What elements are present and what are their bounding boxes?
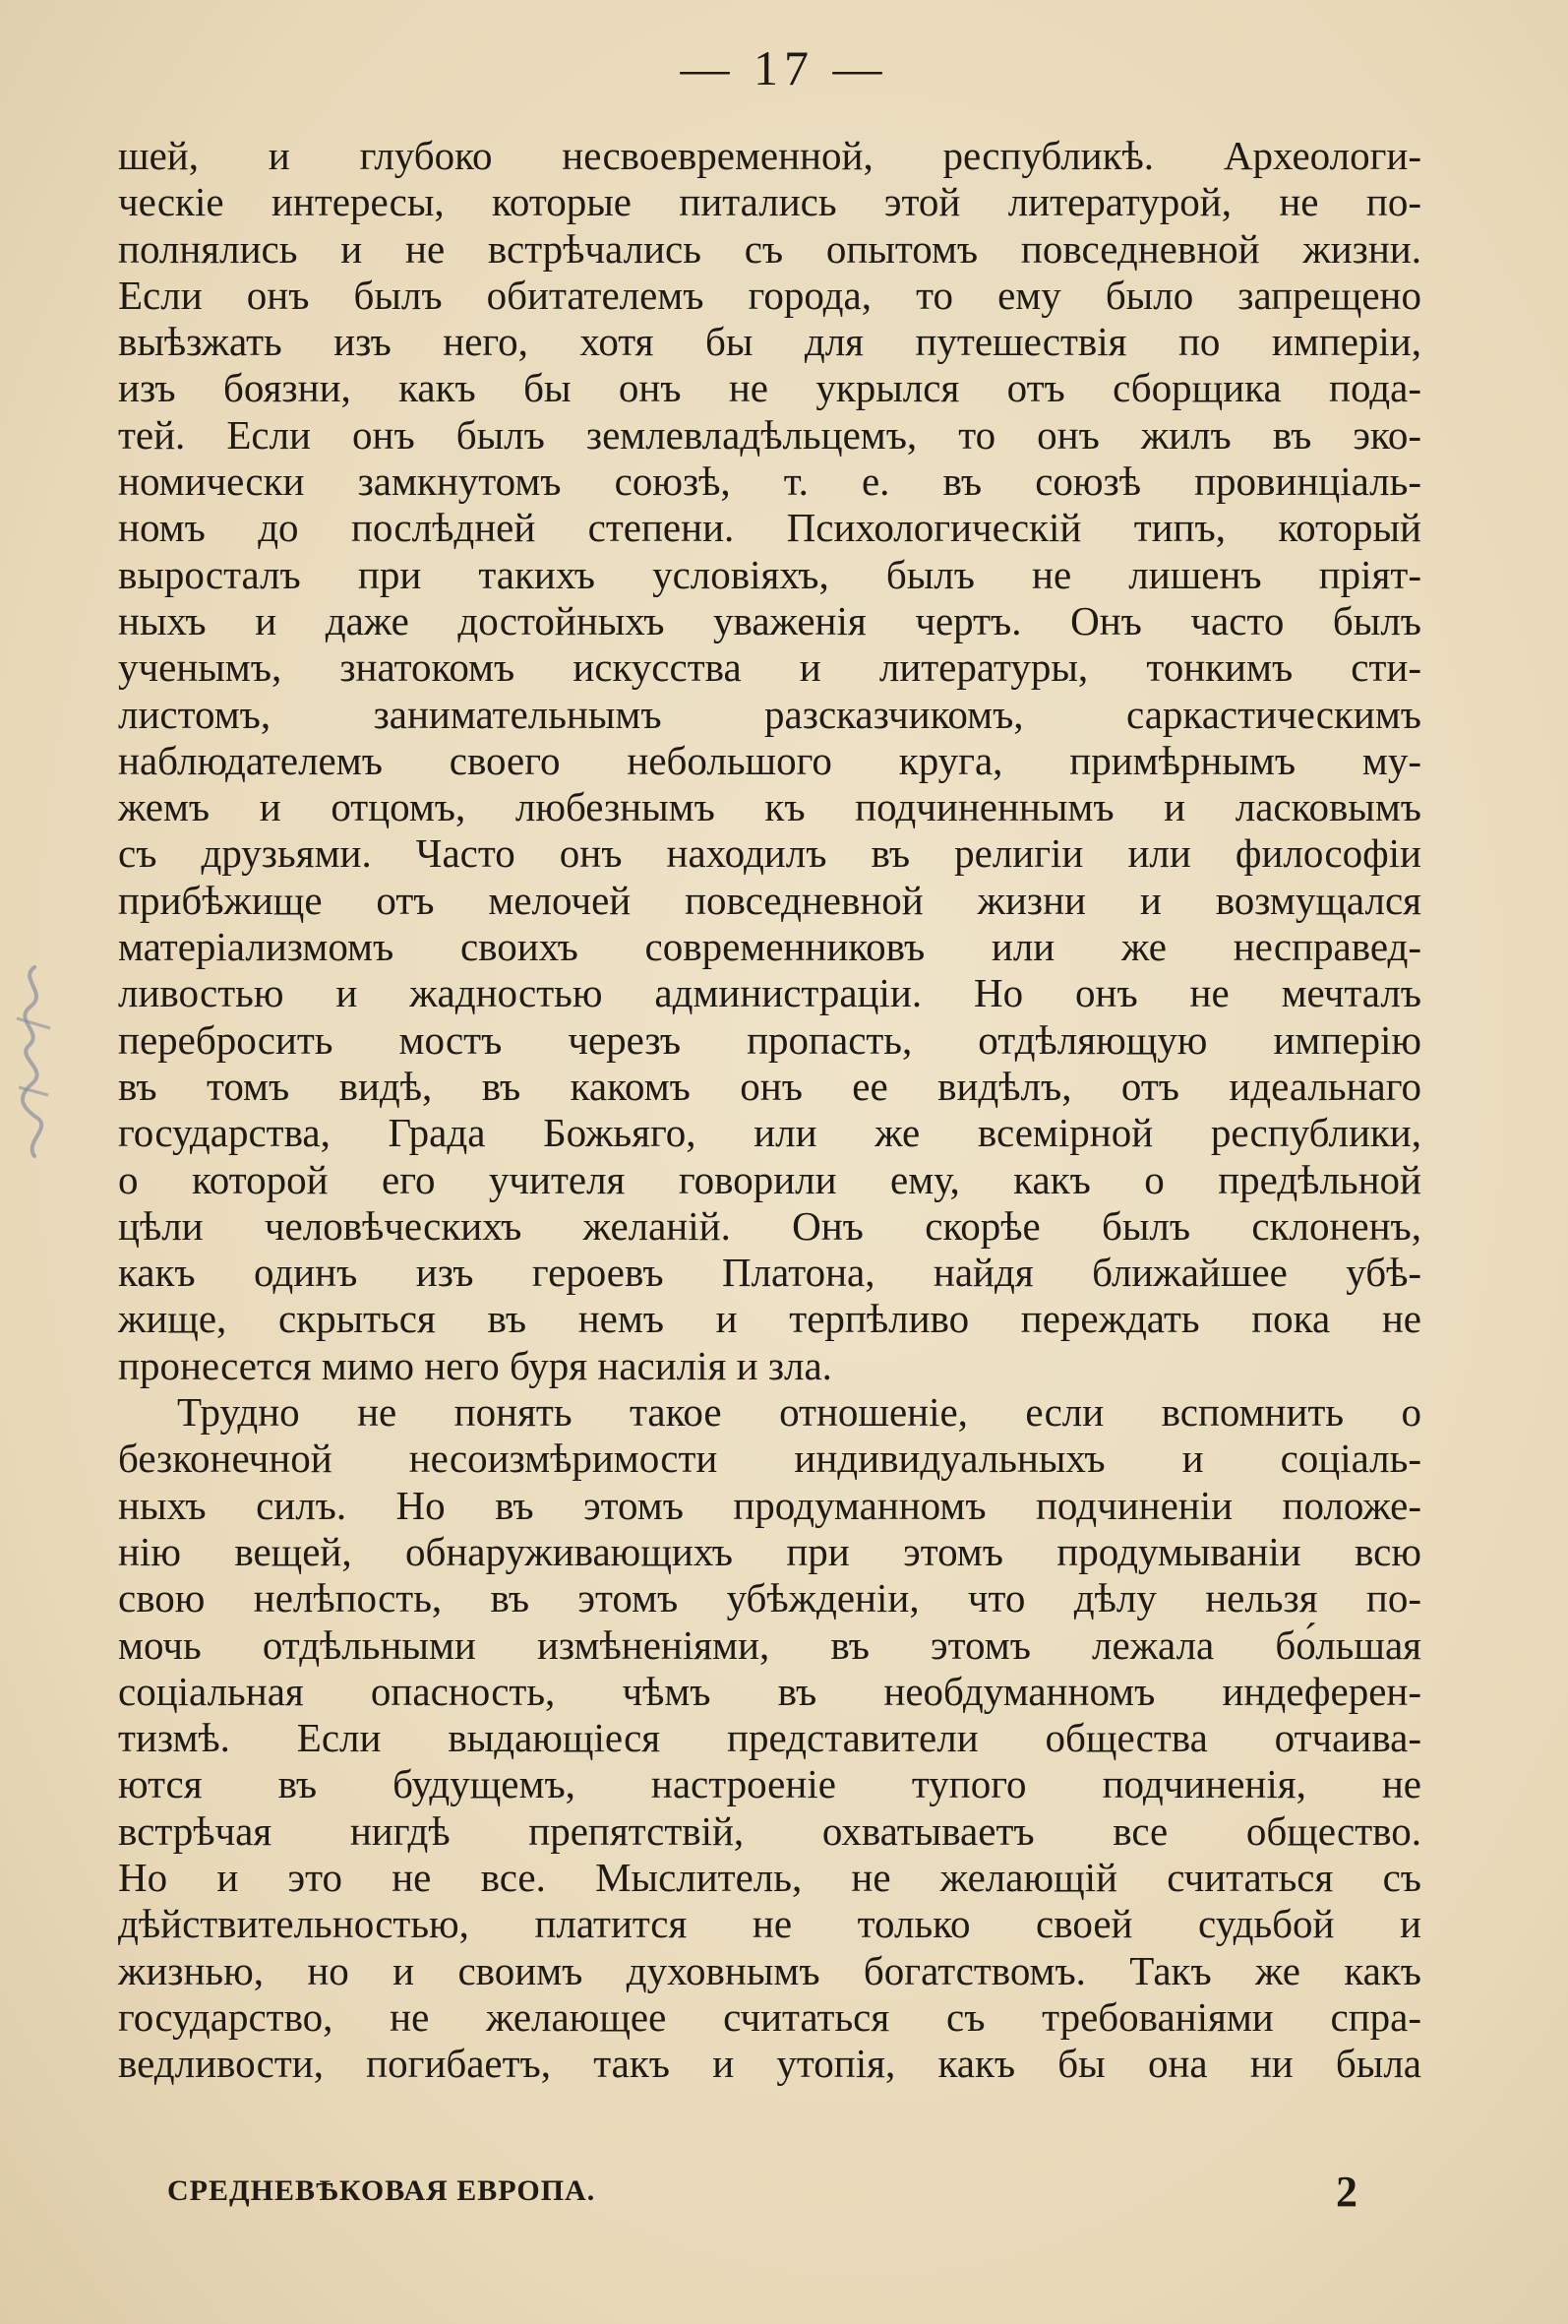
text-line: ливостью и жадностью администраціи. Но онъ не мечталъ [118,970,1421,1016]
text-line: въ томъ видѣ, въ какомъ онъ ее видѣлъ, отъ идеальнаго [118,1063,1421,1109]
text-line: соціальная опасность, чѣмъ въ необдуманномъ индеферен- [118,1668,1421,1714]
text-line: о которой его учителя говорили ему, какъ о предѣльной [118,1156,1421,1202]
text-line: нію вещей, обнаруживающихъ при этомъ продумываніи всю [118,1528,1421,1574]
text-line: матеріализмомъ своихъ современниковъ или же несправед- [118,924,1421,970]
text-line: полнялись и не встрѣчались съ опытомъ повседневной жизни. [118,225,1421,272]
body-text [118,133,1421,2087]
text-line: выѣзжать изъ него, хотя бы для путешествія по имперіи, [118,319,1421,365]
text-line: изъ боязни, какъ бы онъ не укрылся отъ сборщика пода- [118,365,1421,411]
text-line: съ друзьями. Часто онъ находилъ въ религіи или философіи [118,830,1421,877]
text-line: жемъ и отцомъ, любезнымъ къ подчиненнымъ и ласковымъ [118,784,1421,830]
text-line: Но и это не все. Мыслитель, не желающій считаться съ [118,1854,1421,1900]
text-line: перебросить мостъ черезъ пропасть, отдѣляющую имперію [118,1016,1421,1063]
text-line: шей, и глубоко несвоевременной, республикѣ. Археологи- [118,133,1421,178]
text-line: цѣли человѣческихъ желаній. Онъ скорѣе былъ склоненъ, [118,1202,1421,1249]
text-line: номъ до послѣдней степени. Психологическій типъ, который [118,505,1421,551]
text-line: прибѣжище отъ мелочей повседневной жизни и возмущался [118,877,1421,923]
text-line: безконечной несоизмѣримости индивидуальныхъ и соціаль- [118,1436,1421,1482]
text-line: Если онъ былъ обитателемъ города, то ему было запрещено [118,272,1421,318]
text-line: ческіе интересы, которые питались этой литературой, не по- [118,179,1421,225]
paragraph-end-line: пронесется мимо него буря насилія и зла. [118,1342,832,1388]
text-line: ведливости, погибаетъ, такъ и утопія, какъ бы она ни была [118,2041,1421,2087]
paragraph-start-line: Трудно не понять такое отношеніе, если вспомнить о [177,1389,1421,1436]
running-title: СРЕДНЕВѢКОВАЯ ЕВРОПА. [167,2174,596,2207]
text-line: тизмѣ. Если выдающіеся представители общества отчаива- [118,1715,1421,1761]
text-line: выросталъ при такихъ условіяхъ, былъ не лишенъ пріят- [118,551,1421,597]
text-line: ныхъ силъ. Но въ этомъ продуманномъ подчиненіи положе- [118,1482,1421,1528]
page-number: — 17 — [680,40,888,95]
text-line: государство, не желающее считаться съ требованіями спра- [118,1993,1421,2040]
text-line: номически замкнутомъ союзѣ, т. е. въ союзѣ провинціаль- [118,459,1421,505]
text-line: государства, Града Божьяго, или же всемірной республики, [118,1110,1421,1156]
text-line: тей. Если онъ былъ землевладѣльцемъ, то онъ жилъ въ эко- [118,411,1421,458]
text-line: встрѣчая нигдѣ препятствій, охватываетъ все общество. [118,1807,1421,1854]
text-line: жизнью, но и своимъ духовнымъ богатствомъ. Такъ же какъ [118,1947,1421,1993]
text-line: какъ одинъ изъ героевъ Платона, найдя ближайшее убѣ- [118,1250,1421,1296]
text-line: свою нелѣпость, въ этомъ убѣжденіи, что дѣлу нельзя по- [118,1575,1421,1621]
text-line: листомъ, занимательнымъ разсказчикомъ, саркастическимъ [118,691,1421,737]
signature-mark: 2 [1336,2168,1357,2216]
text-line: жище, скрыться въ немъ и терпѣливо переждать пока не [118,1296,1421,1342]
text-line: ныхъ и даже достойныхъ уваженія чертъ. Онъ часто былъ [118,597,1421,643]
text-line: дѣйствительностью, платится не только своей судьбой и [118,1901,1421,1947]
pencil-margin-mark [5,959,64,1176]
text-line: наблюдателемъ своего небольшого круга, примѣрнымъ му- [118,737,1421,783]
text-line: ученымъ, знатокомъ искусства и литературы, тонкимъ сти- [118,644,1421,691]
text-line: ются въ будущемъ, настроеніе тупого подчиненія, не [118,1761,1421,1807]
text-line: мочь отдѣльными измѣненіями, въ этомъ лежала бо́льшая [118,1621,1421,1668]
